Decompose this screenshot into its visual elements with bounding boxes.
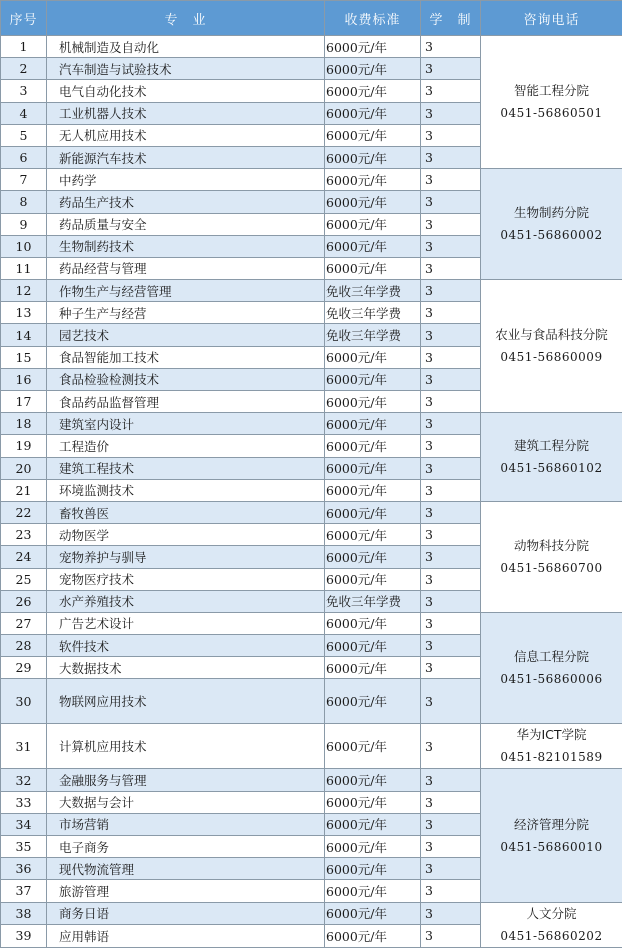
major-name: 建筑室内设计 [47, 413, 325, 435]
fee-standard: 6000元/年 [325, 769, 421, 791]
major-name: 园艺技术 [47, 324, 325, 346]
department-phone: 0451-56860102 [481, 457, 622, 479]
major-name: 药品生产技术 [47, 191, 325, 213]
major-name: 药品经营与管理 [47, 257, 325, 279]
major-name: 生物制药技术 [47, 235, 325, 257]
row-number: 1 [1, 36, 47, 58]
fee-standard: 6000元/年 [325, 435, 421, 457]
department-contact [481, 413, 622, 502]
row-number: 14 [1, 324, 47, 346]
major-name: 药品质量与安全 [47, 213, 325, 235]
row-number: 39 [1, 925, 47, 948]
study-years: 3 [421, 858, 481, 880]
fee-standard: 6000元/年 [325, 457, 421, 479]
department-name: 生物制药分院 [481, 202, 622, 224]
header-fee: 收费标准 [325, 1, 421, 36]
row-number: 29 [1, 657, 47, 679]
study-years: 3 [421, 302, 481, 324]
department-name: 动物科技分院 [481, 535, 622, 557]
study-years: 3 [421, 590, 481, 612]
department-phone: 0451-56860700 [481, 557, 622, 579]
major-name: 金融服务与管理 [47, 769, 325, 791]
department-contact [481, 724, 622, 769]
fee-standard: 6000元/年 [325, 724, 421, 769]
table-row [1, 280, 622, 302]
row-number: 8 [1, 191, 47, 213]
study-years: 3 [421, 612, 481, 634]
row-number: 4 [1, 102, 47, 124]
table-body [1, 36, 622, 948]
row-number: 19 [1, 435, 47, 457]
study-years: 3 [421, 501, 481, 523]
department-name: 华为ICT学院 [481, 724, 622, 746]
row-number: 25 [1, 568, 47, 590]
fee-standard: 6000元/年 [325, 413, 421, 435]
study-years: 3 [421, 102, 481, 124]
study-years: 3 [421, 124, 481, 146]
study-years: 3 [421, 58, 481, 80]
major-name: 食品药品监督管理 [47, 391, 325, 413]
fee-standard: 6000元/年 [325, 102, 421, 124]
fee-standard: 6000元/年 [325, 235, 421, 257]
study-years: 3 [421, 457, 481, 479]
row-number: 5 [1, 124, 47, 146]
row-number: 24 [1, 546, 47, 568]
department-name: 信息工程分院 [481, 646, 622, 668]
study-years: 3 [421, 191, 481, 213]
fee-standard: 6000元/年 [325, 612, 421, 634]
fee-standard: 6000元/年 [325, 568, 421, 590]
fee-standard: 免收三年学费 [325, 590, 421, 612]
study-years: 3 [421, 524, 481, 546]
header-contact: 咨询电话 [481, 1, 622, 36]
department-name: 智能工程分院 [481, 80, 622, 102]
table-row [1, 36, 622, 58]
department-contact [481, 36, 622, 169]
department-contact [481, 769, 622, 902]
major-name: 宠物养护与驯导 [47, 546, 325, 568]
department-name: 经济管理分院 [481, 814, 622, 836]
major-name: 工程造价 [47, 435, 325, 457]
row-number: 34 [1, 813, 47, 835]
row-number: 9 [1, 213, 47, 235]
major-name: 机械制造及自动化 [47, 36, 325, 58]
study-years: 3 [421, 213, 481, 235]
fee-standard: 6000元/年 [325, 58, 421, 80]
row-number: 16 [1, 368, 47, 390]
fee-standard: 6000元/年 [325, 36, 421, 58]
fee-standard: 6000元/年 [325, 836, 421, 858]
department-contact [481, 280, 622, 413]
fee-standard: 免收三年学费 [325, 280, 421, 302]
row-number: 38 [1, 902, 47, 925]
fee-standard: 6000元/年 [325, 191, 421, 213]
table-row [1, 612, 622, 634]
row-number: 10 [1, 235, 47, 257]
study-years: 3 [421, 546, 481, 568]
study-years: 3 [421, 902, 481, 925]
row-number: 23 [1, 524, 47, 546]
department-contact [481, 902, 622, 947]
row-number: 36 [1, 858, 47, 880]
study-years: 3 [421, 146, 481, 168]
row-number: 20 [1, 457, 47, 479]
study-years: 3 [421, 925, 481, 948]
study-years: 3 [421, 36, 481, 58]
study-years: 3 [421, 836, 481, 858]
row-number: 12 [1, 280, 47, 302]
study-years: 3 [421, 435, 481, 457]
major-name: 畜牧兽医 [47, 501, 325, 523]
fee-standard: 6000元/年 [325, 546, 421, 568]
fee-standard: 6000元/年 [325, 213, 421, 235]
study-years: 3 [421, 257, 481, 279]
department-name: 农业与食品科技分院 [481, 324, 622, 346]
study-years: 3 [421, 880, 481, 902]
department-contact [481, 612, 622, 724]
study-years: 3 [421, 368, 481, 390]
major-name: 电气自动化技术 [47, 80, 325, 102]
major-name: 大数据与会计 [47, 791, 325, 813]
study-years: 3 [421, 346, 481, 368]
table-row [1, 169, 622, 191]
row-number: 3 [1, 80, 47, 102]
study-years: 3 [421, 724, 481, 769]
table-row [1, 902, 622, 925]
fee-standard: 6000元/年 [325, 346, 421, 368]
major-name: 物联网应用技术 [47, 679, 325, 724]
major-name: 食品智能加工技术 [47, 346, 325, 368]
fee-standard: 6000元/年 [325, 368, 421, 390]
fee-standard: 6000元/年 [325, 679, 421, 724]
study-years: 3 [421, 413, 481, 435]
major-name: 计算机应用技术 [47, 724, 325, 769]
major-name: 广告艺术设计 [47, 612, 325, 634]
row-number: 18 [1, 413, 47, 435]
fee-standard: 6000元/年 [325, 925, 421, 948]
row-number: 26 [1, 590, 47, 612]
header-major: 专 业 [47, 1, 325, 36]
major-name: 市场营销 [47, 813, 325, 835]
major-name: 大数据技术 [47, 657, 325, 679]
row-number: 35 [1, 836, 47, 858]
table-row [1, 769, 622, 791]
row-number: 15 [1, 346, 47, 368]
study-years: 3 [421, 813, 481, 835]
major-name: 现代物流管理 [47, 858, 325, 880]
row-number: 30 [1, 679, 47, 724]
major-name: 环境监测技术 [47, 479, 325, 501]
major-name: 软件技术 [47, 635, 325, 657]
fee-standard: 6000元/年 [325, 858, 421, 880]
fee-standard: 6000元/年 [325, 479, 421, 501]
header-years: 学 制 [421, 1, 481, 36]
study-years: 3 [421, 657, 481, 679]
row-number: 21 [1, 479, 47, 501]
fee-standard: 6000元/年 [325, 146, 421, 168]
major-name: 新能源汽车技术 [47, 146, 325, 168]
major-name: 无人机应用技术 [47, 124, 325, 146]
major-name: 动物医学 [47, 524, 325, 546]
fee-standard: 6000元/年 [325, 124, 421, 146]
fee-standard: 6000元/年 [325, 813, 421, 835]
row-number: 22 [1, 501, 47, 523]
table-row [1, 724, 622, 769]
department-name: 人文分院 [481, 903, 622, 925]
study-years: 3 [421, 679, 481, 724]
study-years: 3 [421, 169, 481, 191]
row-number: 6 [1, 146, 47, 168]
row-number: 2 [1, 58, 47, 80]
fee-standard: 6000元/年 [325, 791, 421, 813]
fee-standard: 6000元/年 [325, 257, 421, 279]
row-number: 13 [1, 302, 47, 324]
fee-standard: 6000元/年 [325, 391, 421, 413]
fee-standard: 免收三年学费 [325, 324, 421, 346]
major-name: 中药学 [47, 169, 325, 191]
major-name: 商务日语 [47, 902, 325, 925]
fee-standard: 6000元/年 [325, 524, 421, 546]
fee-standard: 6000元/年 [325, 880, 421, 902]
fee-standard: 6000元/年 [325, 169, 421, 191]
department-phone: 0451-82101589 [481, 746, 622, 768]
major-name: 宠物医疗技术 [47, 568, 325, 590]
fee-standard: 免收三年学费 [325, 302, 421, 324]
study-years: 3 [421, 80, 481, 102]
row-number: 11 [1, 257, 47, 279]
row-number: 7 [1, 169, 47, 191]
table-row [1, 501, 622, 523]
department-contact [481, 501, 622, 612]
major-name: 汽车制造与试验技术 [47, 58, 325, 80]
department-contact [481, 169, 622, 280]
major-name: 建筑工程技术 [47, 457, 325, 479]
major-name: 旅游管理 [47, 880, 325, 902]
study-years: 3 [421, 324, 481, 346]
department-phone: 0451-56860010 [481, 836, 622, 858]
row-number: 27 [1, 612, 47, 634]
header-row [1, 1, 622, 36]
department-phone: 0451-56860501 [481, 102, 622, 124]
table-row [1, 413, 622, 435]
department-phone: 0451-56860006 [481, 668, 622, 690]
study-years: 3 [421, 235, 481, 257]
department-phone: 0451-56860009 [481, 346, 622, 368]
fee-standard: 6000元/年 [325, 657, 421, 679]
row-number: 37 [1, 880, 47, 902]
study-years: 3 [421, 635, 481, 657]
major-name: 电子商务 [47, 836, 325, 858]
major-name: 食品检验检测技术 [47, 368, 325, 390]
major-name: 应用韩语 [47, 925, 325, 948]
department-phone: 0451-56860202 [481, 925, 622, 947]
row-number: 28 [1, 635, 47, 657]
study-years: 3 [421, 479, 481, 501]
major-name: 种子生产与经营 [47, 302, 325, 324]
header-no: 序号 [1, 1, 47, 36]
study-years: 3 [421, 791, 481, 813]
study-years: 3 [421, 769, 481, 791]
row-number: 33 [1, 791, 47, 813]
major-name: 水产养殖技术 [47, 590, 325, 612]
study-years: 3 [421, 568, 481, 590]
major-name: 工业机器人技术 [47, 102, 325, 124]
department-name: 建筑工程分院 [481, 435, 622, 457]
fee-standard: 6000元/年 [325, 501, 421, 523]
department-phone: 0451-56860002 [481, 224, 622, 246]
fee-standard: 6000元/年 [325, 80, 421, 102]
study-years: 3 [421, 391, 481, 413]
major-name: 作物生产与经营管理 [47, 280, 325, 302]
study-years: 3 [421, 280, 481, 302]
row-number: 17 [1, 391, 47, 413]
fee-standard: 6000元/年 [325, 635, 421, 657]
fee-standard: 6000元/年 [325, 902, 421, 925]
row-number: 31 [1, 724, 47, 769]
row-number: 32 [1, 769, 47, 791]
